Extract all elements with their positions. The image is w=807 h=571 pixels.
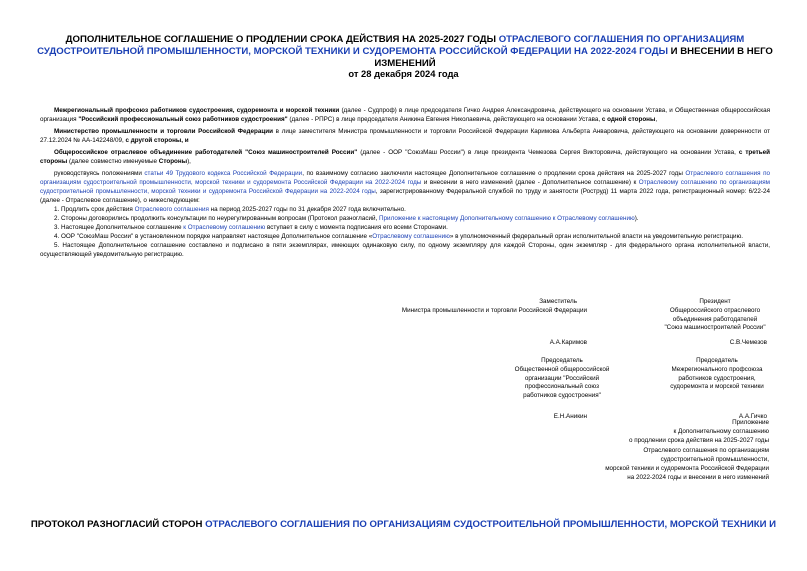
chair-1-title: Председатель — [541, 357, 583, 364]
chair-1-org-1: Общественной общероссийской — [514, 365, 610, 373]
party-3-text: (далее - ООР "СоюзМаш России") в лице президента Чемезова Сергея Викторовича, действующего на основании Устава, — [357, 149, 739, 156]
president-name: С.В.Чемезов — [729, 339, 767, 346]
guided-text-2: , по взаимному согласию заключили настоящее Дополнительное соглашение о продлении срока действия на 2025-2027 годы — [302, 170, 686, 177]
clause-4-text: 4. ООР "СоюзМаш России" в установленном порядке направляет настоящее Дополнительное соглашение « — [54, 233, 373, 240]
party-1-side: с одной стороны — [601, 116, 656, 123]
chair-2-title: Председатель — [696, 357, 738, 364]
appendix-line-5: судостроительной промышленности, — [660, 455, 769, 463]
party-1-paragraph — [40, 106, 770, 124]
clause-1-text: 1. Продлить срок действия — [54, 206, 135, 213]
agreement-link-1[interactable]: Отраслевого соглашения по организациям судостроительной промышленности, морской техники и судоремонта Российской Федерации на 2022-2024 годы — [40, 170, 770, 186]
parties-term: Стороны — [158, 158, 188, 165]
clause-3-text: 3. Настоящее Дополнительное соглашение — [54, 224, 184, 231]
party-3-text-2: (далее совместно именуемые — [67, 158, 159, 165]
clause-4-link[interactable]: Отраслевому соглашению — [372, 233, 450, 240]
protocol-heading — [0, 519, 807, 530]
deputy-title: Заместитель — [539, 298, 577, 305]
party-minpromtorg: Министерство промышленности и торговли Российской Федерации — [54, 128, 274, 135]
chair-1-name: Е.Н.Аникин — [553, 413, 587, 420]
president-org-2: объединения работодателей — [672, 315, 758, 323]
president-title: Президент — [699, 298, 731, 305]
appendix-line-1: Приложение — [732, 419, 769, 426]
appendix-header — [529, 418, 769, 482]
clause-3 — [40, 223, 770, 232]
signature-chair-rprs — [487, 357, 637, 401]
title-text-end: И ВНЕСЕНИИ В НЕГО ИЗМЕНЕНИЙ — [374, 46, 773, 69]
guided-text-3: и внесении в него изменений (далее - Дополнительное соглашение) к — [421, 179, 639, 186]
party-3-end: ), — [187, 158, 191, 165]
labor-code-link[interactable]: статьи 49 Трудового кодекса Российской Федерации — [144, 170, 303, 177]
party-rprs: "Российский профессиональный союз работников судостроения" — [78, 116, 288, 123]
clause-2-text-2: ). — [634, 215, 639, 222]
appendix-line-3: о продлении срока действия на 2025-2027 годы — [629, 437, 769, 445]
guided-paragraph — [40, 169, 770, 205]
clause-2-text: 2. Стороны договорились продолжить консультации по неурегулированным вопросам (Протокол разногласий, — [54, 215, 380, 222]
agreement-link-2[interactable]: Отраслевому соглашению по организациям судостроительной промышленности, морской техники и судоремонта Российской Федерации на 2022-2024 годы — [40, 179, 770, 195]
clause-3-text-2: вступает в силу с момента подписания его всеми Сторонами. — [265, 224, 448, 231]
title-agreement-link[interactable]: ОТРАСЛЕВОГО СОГЛАШЕНИЯ ПО ОРГАНИЗАЦИЯМ СУДОСТРОИТЕЛЬНОЙ ПРОМЫШЛЕННОСТИ, МОРСКОЙ ТЕХНИКИ И СУДОРЕМОНТА РОССИЙСКОЙ ФЕДЕРАЦИИ НА 2022-2024 ГОДЫ — [37, 34, 745, 57]
appendix-line-4: Отраслевого соглашения по организациям — [643, 446, 769, 454]
deputy-org: Министра промышленности и торговли Российской Федерации — [401, 306, 587, 314]
clause-4-text-2: » в уполномоченный федеральный орган исполнительной власти на уведомительную регистрацию. — [449, 233, 744, 240]
clause-1-link[interactable]: Отраслевого соглашения — [134, 206, 209, 213]
guided-text: руководствуясь положениями — [54, 170, 145, 177]
clause-1 — [40, 205, 770, 214]
appendix-line-7: на 2022-2024 годы и внесении в него изменений — [627, 474, 769, 482]
chair-2-org-2: работников судостроения, — [678, 374, 756, 382]
party-soyuzmash: Общероссийское отраслевое объединение работодателей "Союз машиностроителей России" — [54, 149, 358, 156]
chair-1-org-2: организации "Российский — [524, 374, 600, 382]
party-3-side: с третьей стороны — [40, 149, 770, 165]
protocol-text: ПРОТОКОЛ РАЗНОГЛАСИЙ СТОРОН — [30, 519, 206, 530]
party-sudprof: Межрегиональный профсоюз работников судостроения, судоремонта и морской техники — [54, 107, 340, 114]
clause-3-link[interactable]: к Отраслевому соглашению — [183, 224, 266, 231]
chair-1-org-4: работников судостроения" — [523, 392, 601, 400]
president-org-3: "Союз машиностроителей России" — [664, 324, 766, 332]
party-1-end: , — [655, 116, 658, 123]
title-text: ДОПОЛНИТЕЛЬНОЕ СОГЛАШЕНИЕ О ПРОДЛЕНИИ СРОКА ДЕЙСТВИЯ НА 2025-2027 ГОДЫ — [65, 34, 499, 45]
document-date: от 28 декабря 2024 года — [348, 68, 459, 79]
president-org-1: Общероссийского отраслевого — [669, 306, 761, 314]
party-3-paragraph — [40, 148, 770, 166]
party-2-side: с другой стороны, и — [125, 137, 189, 144]
party-1-text: (далее - Судпроф) в лице председателя Гичко Андрея Александровича, действующего на основании Устава, и Общественная общероссийская организация — [40, 107, 770, 123]
protocol-agreement-link[interactable]: ОТРАСЛЕВОГО СОГЛАШЕНИЯ ПО ОРГАНИЗАЦИЯМ СУДОСТРОИТЕЛЬНОЙ ПРОМЫШЛЕННОСТИ, МОРСКОЙ ТЕХНИКИ И — [205, 519, 777, 530]
appendix-line-6: морской техники и судоремонта Российской Федерации — [605, 465, 769, 473]
chair-2-org-1: Межрегионального профсоюза — [671, 365, 763, 373]
document-body — [40, 106, 770, 259]
party-2-text: в лице заместителя Министра промышленности и торговли Российской Федерации Каримова Альберта Анваровича, действующего на основании доверенности от 27.12.2024 № АА-142248/09, — [40, 128, 770, 144]
deputy-name: А.А.Каримов — [549, 339, 587, 346]
appendix-line-2: к Дополнительному соглашению — [673, 428, 769, 436]
clause-2 — [40, 214, 770, 223]
clause-1-text-2: на период 2025-2027 годы по 31 декабря 2027 года включительно. — [208, 206, 406, 213]
chair-2-name: А.А.Гичко — [738, 413, 767, 420]
party-2-paragraph — [40, 127, 770, 145]
signature-chair-sudprof — [642, 357, 792, 392]
party-1-text-2: (далее - РПРС) в лице председателя Аникина Евгения Николаевича, действующего на основании Устава, — [287, 116, 602, 123]
clause-5: 5. Настоящее Дополнительное соглашение составлено и подписано в пяти экземплярах, имеющих одинаковую силу, по одному экземпляру для каждой Стороны, один экземпляр - для федерального органа исполнительной власти, осуществляющей уведомительную регистрацию. — [40, 242, 770, 258]
signature-president — [640, 298, 790, 333]
clause-4 — [40, 232, 770, 241]
signature-deputy-minister — [365, 298, 587, 316]
chair-2-org-3: судоремонта и морской техники — [670, 383, 764, 391]
guided-text-4: , зарегистрированному Федеральной службой по труду и занятости (Роструд) 11 марта 2022 года, регистрационный номер: 6/22-24 (далее - Отраслевое соглашение), о нижеследующем: — [40, 188, 771, 204]
chair-1-org-3: профессиональный союз — [525, 383, 599, 391]
appendix-link[interactable]: Приложение к настоящему Дополнительному соглашению к Отраслевому соглашению — [379, 215, 635, 222]
document-title — [30, 34, 780, 70]
